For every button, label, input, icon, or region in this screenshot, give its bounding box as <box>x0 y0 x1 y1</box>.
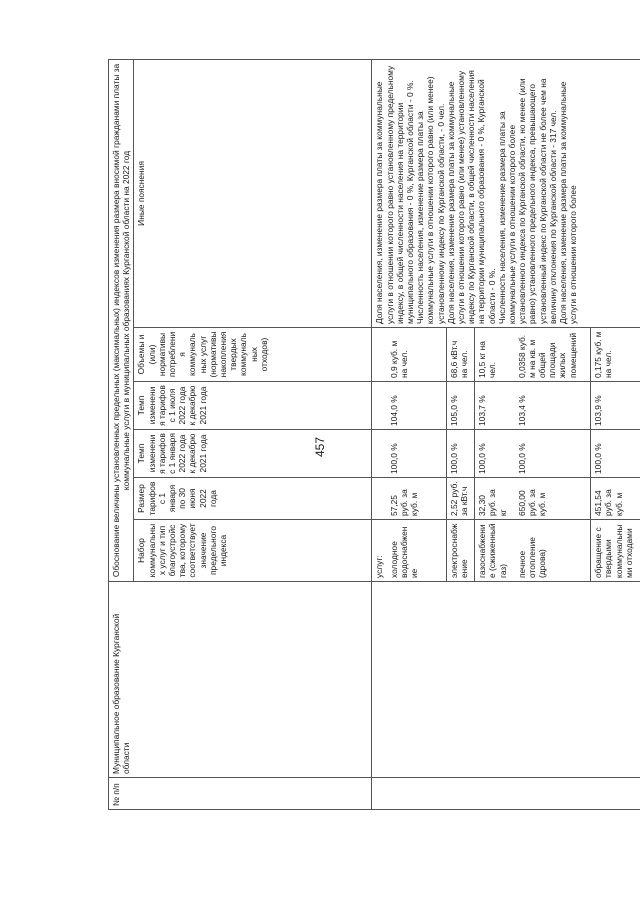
header-volumes: Объемы и (или) нормативы потребления коммунальных услуг (нормативы накопления твердых коммунальных отходов) <box>134 328 372 382</box>
table-row-tariff: 650,00 руб. за куб. м <box>515 478 591 520</box>
empty-cell <box>372 430 387 478</box>
cell-municipality <box>372 582 640 778</box>
table-row-service: газоснабжение (сжиженный газ) <box>475 520 515 582</box>
index-justification-table <box>108 59 640 810</box>
table-row-volume: 0,9 куб. м на чел. <box>387 328 447 382</box>
table-row-tariff: 57,25 руб. за куб. м <box>387 478 447 520</box>
cell-num <box>372 778 640 810</box>
rotated-table-container <box>108 60 634 810</box>
notes-cell: Доля населения, изменение размера платы за коммунальные услуги в отношении которого равно установленному предельному индексу, в общей численности населения на территории муниципального образования - 0 %, Курганской области - 0 %. Численность населения, изменение размера платы за коммунальные услуги в отношении которого равно (или менее) установленному индексу по Курганской области, - 0 чел. Доля населения, изменение размера платы за коммунальные услуги в отношении которого равно (или менее) установленному индексу по Курганской области, в общей численности населения на территории муниципального образования - 0 %, Курганской области - 0 %. Численность населения, изменение размера платы за коммунальные услуги в отношении которого более установленного индекса по Курганской области, но менее (или равно) установленного предельного индекса, превышающего установленный индекс по Курганской области не более чем на величину отклонения по Курганской области - 317 чел. Доля населения, изменение размера платы за коммунальные услуги в отношении которого более <box>372 59 640 327</box>
table-row-tariff: 32,30 руб. за кг <box>475 478 515 520</box>
header-num: № п/п <box>109 778 372 810</box>
header-tariff-size: Размер тарифов с 1 января по 30 июня 2022 года <box>134 478 372 520</box>
table-row-service: печное отопление (дрова) <box>515 520 591 582</box>
table-row-service: электроснабжение <box>447 520 475 582</box>
table-row-volume: 0,175 куб. м на чел. <box>591 328 640 382</box>
page-number: 457 <box>313 436 327 458</box>
table-row-tariff: 451,54 руб. за куб. м <box>591 478 640 520</box>
table-row-rate2: 103,7 % <box>475 382 515 430</box>
table-row-tariff: 2,52 руб. за кВт.ч <box>447 478 475 520</box>
header-municipality: Муниципальное образование Курганской области <box>109 582 372 778</box>
empty-cell <box>372 478 387 520</box>
empty-cell <box>372 382 387 430</box>
header-rate-jan: Темп изменения тарифов с 1 января 2022 года к декабрю 2021 года <box>134 430 372 478</box>
empty-cell <box>372 328 387 382</box>
table-row-rate1: 100,0 % <box>387 430 447 478</box>
table-row-rate1: 100,0 % <box>591 430 640 478</box>
table-row-rate2: 105,0 % <box>447 382 475 430</box>
services-label: услуг: <box>372 520 387 582</box>
table-row-rate1: 100,0 % <box>475 430 515 478</box>
table-row-service: холодное водоснабжение <box>387 520 447 582</box>
header-rate-jul: Темп изменения тарифов с 1 июля 2022 года к декабрю 2021 года <box>134 382 372 430</box>
table-row-rate1: 100,0 % <box>447 430 475 478</box>
table-row-rate1: 100,0 % <box>515 430 591 478</box>
table-row-rate2: 104,0 % <box>387 382 447 430</box>
table-row-volume: 10,5 кг на чел. <box>475 328 515 382</box>
table-row-rate2: 103,4 % <box>515 382 591 430</box>
table-row-service: обращение с твердыми коммунальными отходами <box>591 520 640 582</box>
header-service-set: Набор коммунальных услуг и тип благоустройства, которому соответствует значение предельного индекса <box>134 520 372 582</box>
table-row-volume: 68,6 кВт.ч на чел. <box>447 328 475 382</box>
header-notes: Иные пояснения <box>134 59 372 327</box>
table-row-rate2: 103,9 % <box>591 382 640 430</box>
header-justification: Обоснование величины установленных предельных (максимальных) индексов изменения размера вносимой гражданами платы за коммунальные услуги в муниципальных образованиях Курганской области на 2022 год <box>109 59 134 581</box>
table-row-volume: 0,0358 куб. м на кв. м общей площади жилых помещений <box>515 328 591 382</box>
